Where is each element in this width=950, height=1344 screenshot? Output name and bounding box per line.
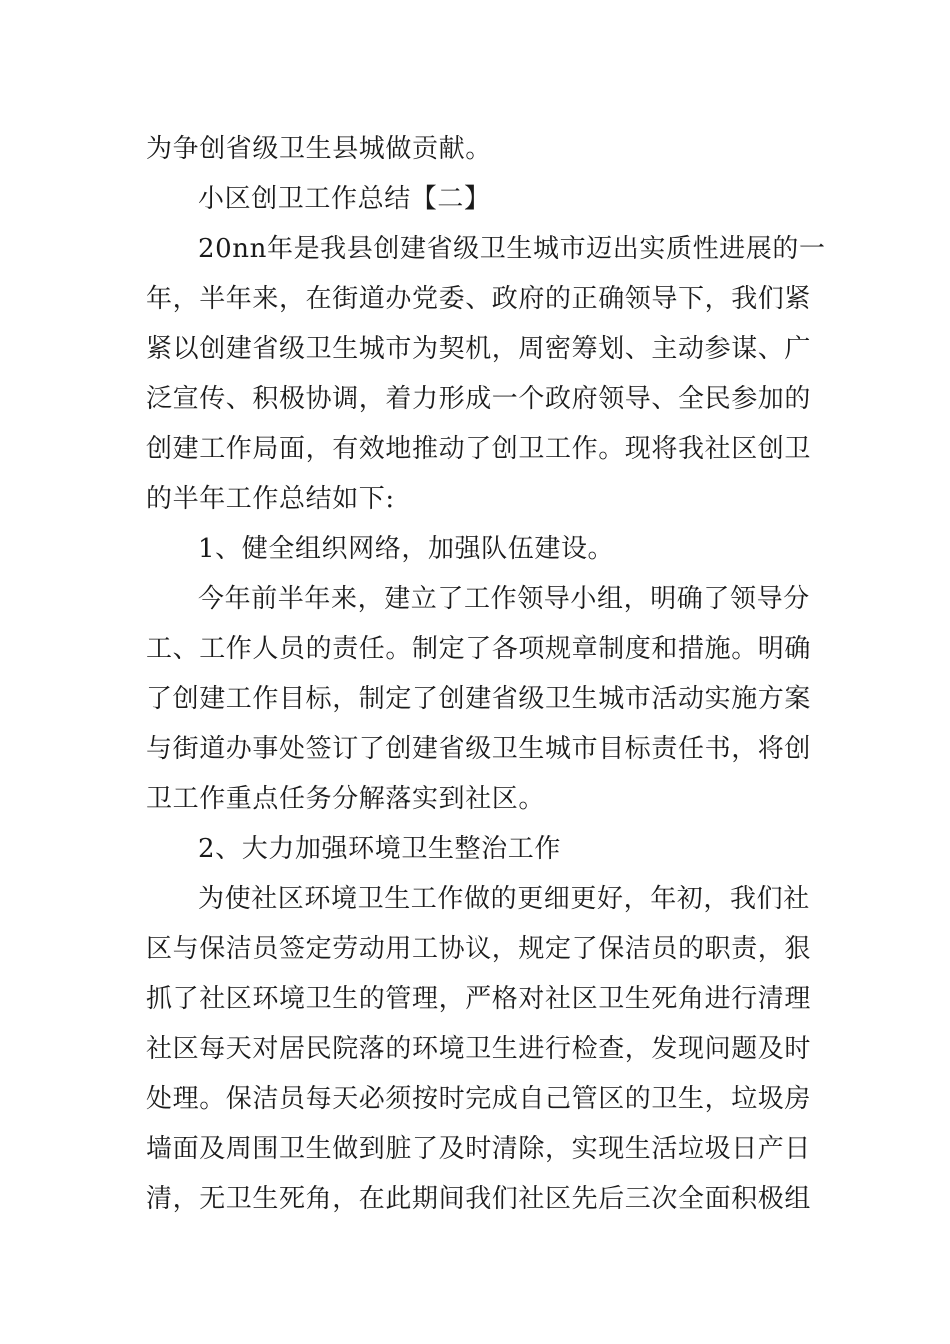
document-body: [146, 124, 826, 1224]
text-line: 为争创省级卫生县城做贡献。: [146, 134, 492, 164]
text-line: 的半年工作总结如下:: [146, 484, 395, 514]
text-line: 与街道办事处签订了创建省级卫生城市目标责任书，将创: [146, 734, 812, 764]
text-line: 工、工作人员的责任。制定了各项规章制度和措施。明确: [146, 634, 812, 664]
section-heading: 小区创卫工作总结【二】: [198, 184, 491, 214]
text-line: 墙面及周围卫生做到脏了及时清除，实现生活垃圾日产日: [146, 1134, 812, 1164]
text-line: 了创建工作目标，制定了创建省级卫生城市活动实施方案: [146, 684, 812, 714]
text-line: 处理。保洁员每天必须按时完成自己管区的卫生，垃圾房: [146, 1084, 812, 1114]
text-line: 清，无卫生死角，在此期间我们社区先后三次全面积极组: [146, 1184, 812, 1214]
text-line: 年，半年来，在街道办党委、政府的正确领导下，我们紧: [146, 284, 812, 314]
text-line: 为使社区环境卫生工作做的更细更好，年初，我们社: [198, 884, 810, 914]
text-line: 卫工作重点任务分解落实到社区。: [146, 784, 546, 814]
text-line: 紧以创建省级卫生城市为契机，周密筹划、主动参谋、广: [146, 334, 812, 364]
subsection-heading: 1、健全组织网络，加强队伍建设。: [198, 534, 615, 564]
text-line: 区与保洁员签定劳动用工协议，规定了保洁员的职责，狠: [146, 934, 812, 964]
subsection-heading: 2、大力加强环境卫生整治工作: [198, 834, 561, 864]
text-line: 泛宣传、积极协调，着力形成一个政府领导、全民参加的: [146, 384, 812, 414]
text-line: 抓了社区环境卫生的管理，严格对社区卫生死角进行清理: [146, 984, 812, 1014]
text-line: 创建工作局面，有效地推动了创卫工作。现将我社区创卫: [146, 434, 812, 464]
text-line: 社区每天对居民院落的环境卫生进行检查，发现问题及时: [146, 1034, 812, 1064]
text-line: 20nn年是我县创建省级卫生城市迈出实质性进展的一: [198, 234, 826, 264]
text-line: 今年前半年来，建立了工作领导小组，明确了领导分: [198, 584, 810, 614]
